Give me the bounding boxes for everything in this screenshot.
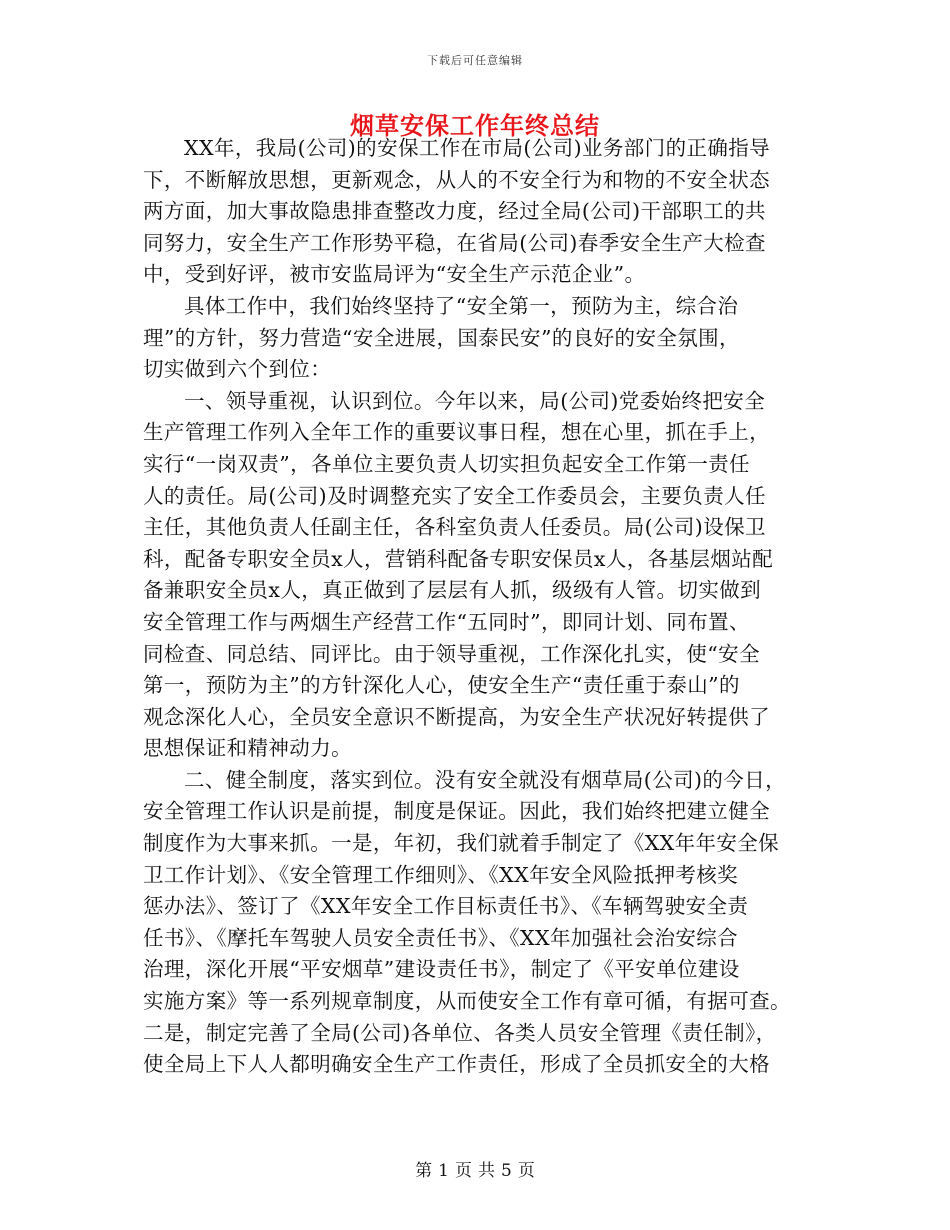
- body-line: 安全管理工作认识是前提，制度是保证。因此，我们始终把建立健全: [143, 799, 770, 824]
- body-line: 惩办法》、签订了《XX年安全工作目标责任书》、《车辆驾驶安全责: [143, 894, 749, 919]
- footer-page-word: 页: [455, 1161, 472, 1181]
- body-line: 切实做到六个到位：: [143, 357, 332, 382]
- footer-current-page: 1: [438, 1161, 449, 1181]
- body-line: 治理，深化开展“平安烟草”建设责任书》，制定了《平安单位建设: [143, 957, 740, 982]
- body-line: 下，不断解放思想，更新观念，从人的不安全行为和物的不安全状态: [143, 167, 770, 192]
- body-line: 同检查、同总结、同评比。由于领导重视，工作深化扎实，使“安全: [143, 641, 760, 666]
- body-line: 实施方案》等一系列规章制度，从而使安全工作有章可循，有据可查。: [143, 989, 791, 1014]
- footer-total-word: 共: [478, 1161, 495, 1181]
- footer-prefix: 第: [415, 1161, 433, 1181]
- body-line: 主任，其他负责人任副主任，各科室负责人任委员。局(公司)设保卫: [143, 515, 766, 540]
- body-line: 一、领导重视，认识到位。今年以来，局(公司)党委始终把安全: [184, 388, 766, 413]
- body-line: 生产管理工作列入全年工作的重要议事日程，想在心里，抓在手上，: [143, 420, 770, 445]
- footer-suffix: 页: [517, 1161, 535, 1181]
- body-line: 理”的方针，努力营造“安全进展，国泰民安”的良好的安全氛围，: [143, 325, 740, 350]
- body-line: 安全管理工作与两烟生产经营工作“五同时”，即同计划、同布置、: [143, 609, 750, 634]
- body-line: 同努力，安全生产工作形势平稳，在省局(公司)春季安全生产大检查: [143, 230, 766, 255]
- header-note: 下载后可任意编辑: [427, 54, 523, 67]
- body-line: 中，受到好评，被市安监局评为“安全生产示范企业”。: [143, 262, 646, 287]
- body-line: 任书》、《摩托车驾驶人员安全责任书》、《XX年加强社会治安综合: [143, 925, 739, 950]
- body-line: 备兼职安全员x人，真正做到了层层有人抓，级级有人管。切实做到: [143, 578, 762, 603]
- body-line: 实行“一岗双责”，各单位主要负责人切实担负起安全工作第一责任: [143, 451, 750, 476]
- document-body: [143, 133, 808, 1081]
- body-line: 使全局上下人人都明确安全生产工作责任，形成了全员抓安全的大格: [143, 1052, 770, 1077]
- body-line: 两方面，加大事故隐患排查整改力度，经过全局(公司)干部职工的共: [143, 199, 766, 224]
- document-title: 烟草安保工作年终总结: [350, 111, 600, 140]
- body-line: 制度作为大事来抓。一是，年初，我们就着手制定了《XX年年安全保: [143, 831, 780, 856]
- body-line: 第一，预防为主”的方针深化人心，使安全生产“责任重于泰山”的: [143, 673, 740, 698]
- page-footer: [0, 1156, 950, 1181]
- body-line: 观念深化人心，全员安全意识不断提高，为安全生产状况好转提供了: [143, 704, 770, 729]
- body-line: 卫工作计划》、《安全管理工作细则》、《XX年安全风险抵押考核奖: [143, 862, 739, 887]
- body-line: 思想保证和精神动力。: [143, 736, 352, 761]
- body-line: 二、健全制度，落实到位。没有安全就没有烟草局(公司)的今日，: [184, 767, 786, 792]
- body-line: 二是，制定完善了全局(公司)各单位、各类人员安全管理《责任制》，: [143, 1020, 777, 1045]
- body-line: XX年，我局(公司)的安保工作在市局(公司)业务部门的正确指导: [184, 136, 771, 160]
- footer-total-pages: 5: [501, 1161, 512, 1181]
- body-line: 具体工作中，我们始终坚持了“安全第一，预防为主，综合治: [184, 293, 739, 318]
- body-line: 科，配备专职安全员x人，营销科配备专职安保员x人，各基层烟站配: [143, 546, 774, 571]
- body-line: 人的责任。局(公司)及时调整充实了安全工作委员会，主要负责人任: [143, 483, 766, 508]
